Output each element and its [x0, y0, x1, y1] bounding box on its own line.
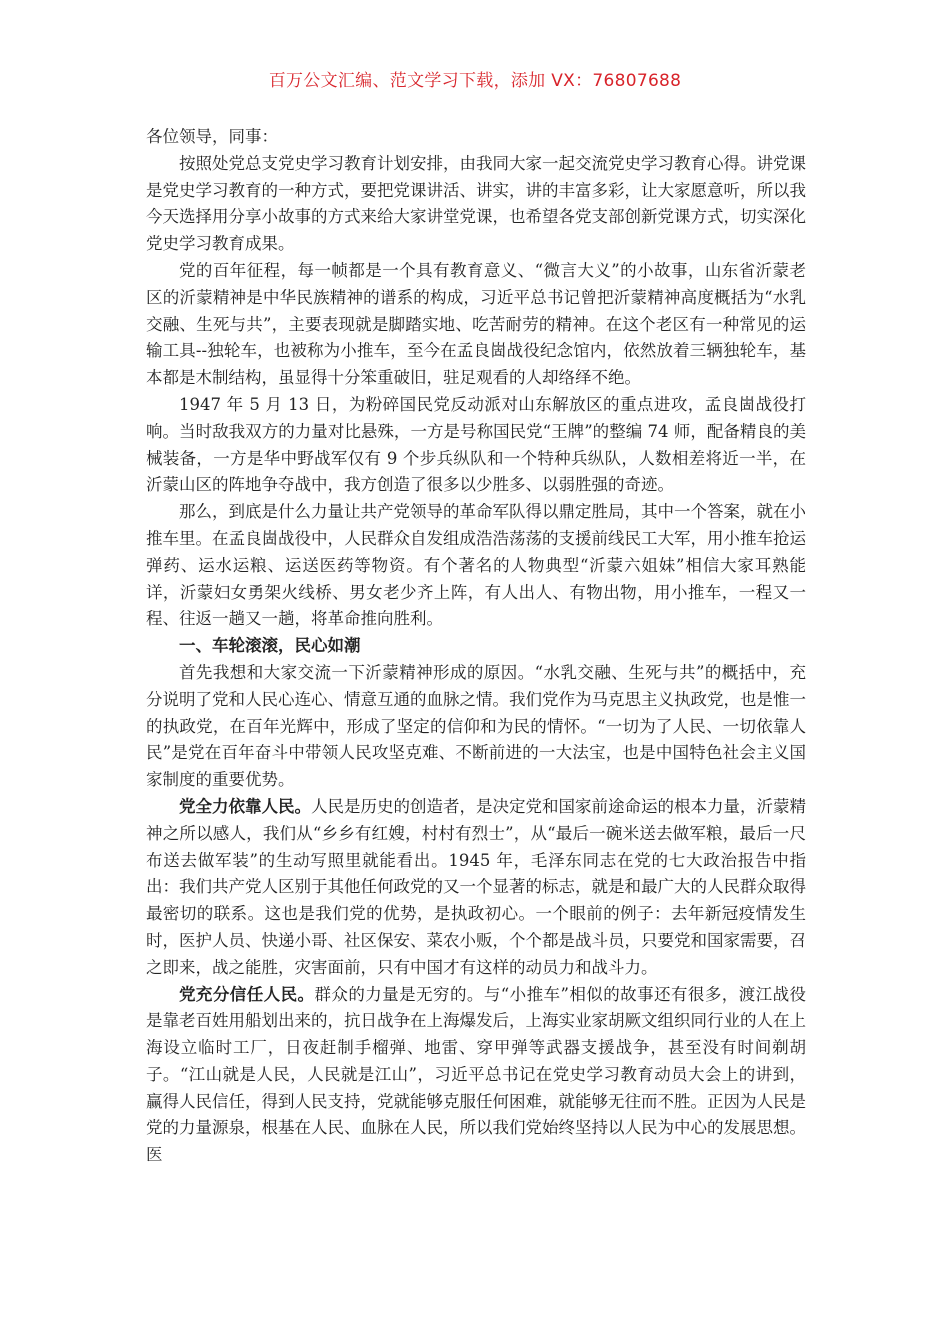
paragraph-7: [146, 982, 806, 1170]
paragraph-4: 那么，到底是什么力量让共产党领导的革命军队得以鼎定胜局，其中一个答案，就在小推车里。在孟良崮战役中，人民群众自发组成浩浩荡荡的支援前线民工大军，用小推车抢运弹药、运水运粮、运送医药等物资。有个著名的人物典型“沂蒙六姐妹”相信大家耳熟能详，沂蒙妇女勇架火线桥、男女老少齐上阵，有人出人、有物出物，用小推车，一程又一程、往返一趟又一趟，将革命推向胜利。: [146, 502, 806, 629]
paragraph-5: 首先我想和大家交流一下沂蒙精神形成的原因。“水乳交融、生死与共”的概括中，充分说明了党和人民心连心、情意互通的血脉之情。我们党作为马克思主义执政党，也是惟一的执政党，在百年光辉中，形成了坚定的信仰和为民的情怀。“一切为了人民、一切依靠人民”是党在百年奋斗中带领人民攻坚克难、不断前进的一大法宝，也是中国特色社会主义国家制度的重要优势。: [146, 662, 806, 790]
watermark-header: 百万公文汇编、范文学习下载，添加 VX：76807688: [268, 71, 682, 91]
paragraph-3: 1947 年 5 月 13 日，为粉碎国民党反动派对山东解放区的重点进攻，孟良崮战役打响。当时敌我双方的力量对比悬殊，一方是号称国民党“王牌”的整编 74 师，配备精良的美械装备，一方是华中野战军仅有 9 个步兵纵队和一个特种兵纵队，人数相差将近一半，在沂蒙山区的阵地争夺战中，我方创造了很多以少胜多、以弱胜强的奇迹。: [146, 394, 806, 495]
paragraph-2: 党的百年征程，每一帧都是一个具有教育意义、“微言大义”的小故事，山东省沂蒙老区的沂蒙精神是中华民族精神的谱系的构成，习近平总书记曾把沂蒙精神高度概括为“水乳交融、生死与共”，主要表现就是脚踏实地、吃苦耐劳的精神。在这个老区有一种常见的运输工具--独轮车，也被称为小推车，至今在孟良崮战役纪念馆内，依然放着三辆独轮车，基本都是木制结构，虽显得十分笨重破旧，驻足观看的人却络绎不绝。: [146, 260, 806, 388]
document-body: [146, 124, 806, 1169]
paragraph-6: [146, 794, 806, 982]
paragraph-6-lead: 党全力依靠人民。: [179, 796, 311, 816]
paragraph-6-text: 人民是历史的创造者，是决定党和国家前途命运的根本力量，沂蒙精神之所以感人，我们从“乡乡有红嫂，村村有烈士”，从“最后一碗米送去做军粮，最后一尺布送去做军装”的生动写照里就能看出。1945 年，毛泽东同志在党的七大政治报告中指出：我们共产党人区别于其他任何政党的又一个显著的标志，就是和最广大的人民群众取得最密切的联系。这也是我们党的优势，是执政初心。一个眼前的例子：去年新冠疫情发生时，医护人员、快递小哥、社区保安、菜农小贩，个个都是战斗员，只要党和国家需要，召之即来，战之能胜，灾害面前，只有中国才有这样的动员力和战斗力。: [146, 796, 806, 977]
paragraph-1: 按照处党总支党史学习教育计划安排，由我同大家一起交流党史学习教育心得。讲党课是党史学习教育的一种方式，要把党课讲活、讲实，讲的丰富多彩，让大家愿意听，所以我今天选择用分享小故事的方式来给大家讲堂党课，也希望各党支部创新党课方式，切实深化党史学习教育成果。: [146, 153, 806, 254]
paragraph-7-text: 群众的力量是无穷的。与“小推车”相似的故事还有很多，渡江战役是靠老百姓用船划出来的，抗日战争在上海爆发后，上海实业家胡厥文组织同行业的人在上海设立临时工厂，日夜赶制手榴弹、地雷、穿甲弹等武器支援战争，甚至没有时间剃胡子。“江山就是人民，人民就是江山”，习近平总书记在党史学习教育动员大会上的讲到，赢得人民信任，得到人民支持，党就能够克服任何困难，就能够无往而不胜。正因为人民是党的力量源泉，根基在人民、血脉在人民，所以我们党始终坚持以人民为中心的发展思想。医: [146, 984, 807, 1165]
salutation: 各位领导，同事：: [146, 127, 278, 146]
section-heading-1: 一、车轮滚滚，民心如潮: [179, 636, 361, 656]
paragraph-7-lead: 党充分信任人民。: [179, 984, 315, 1004]
